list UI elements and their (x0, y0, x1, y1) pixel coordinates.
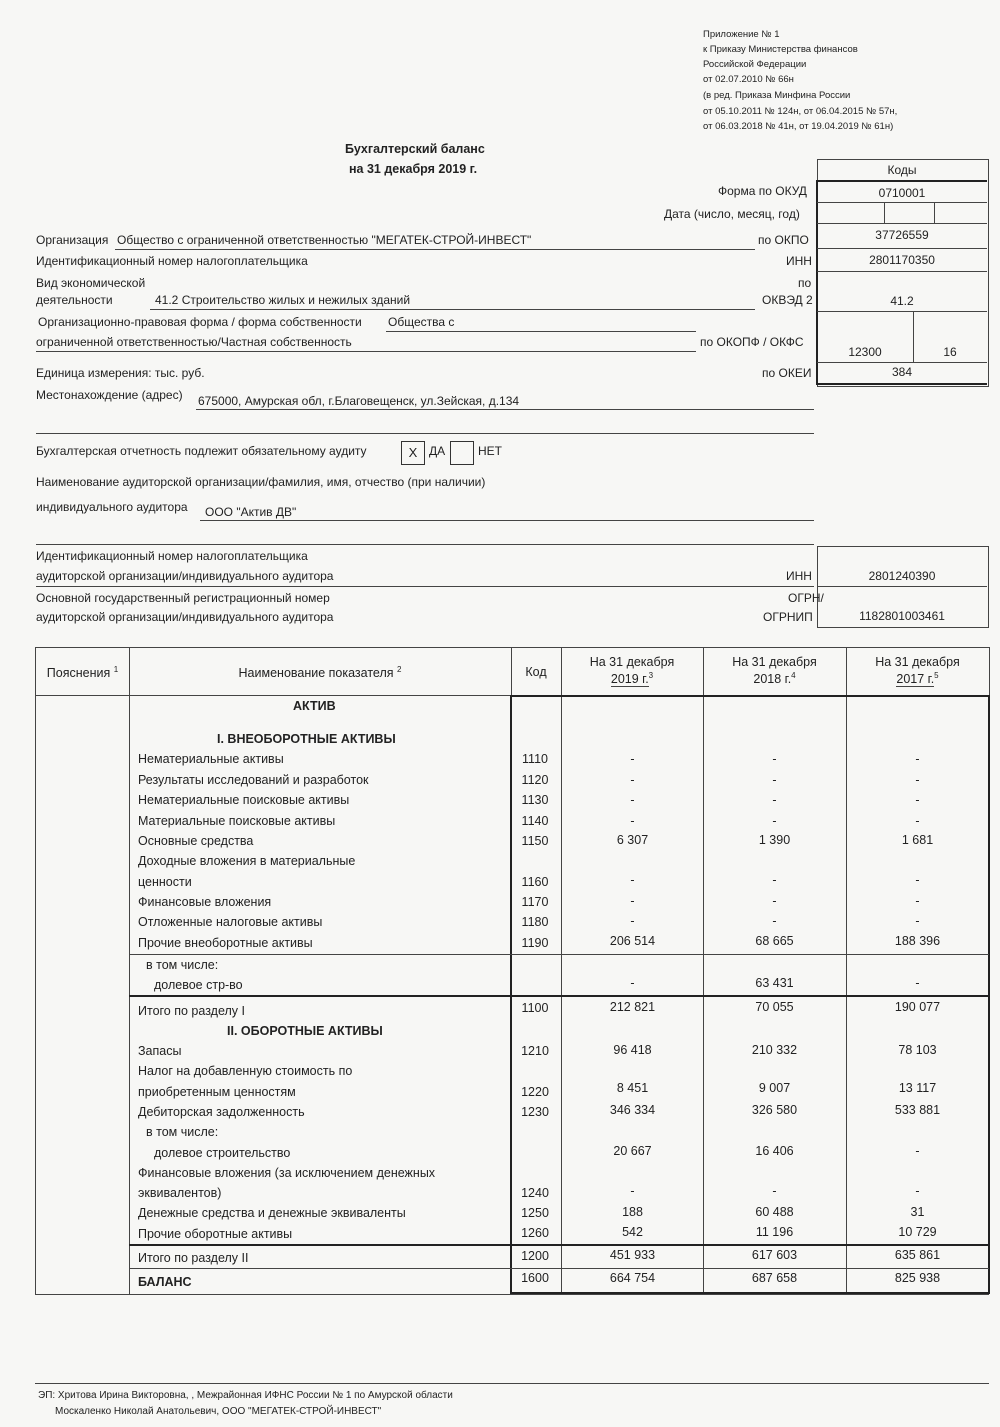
col-header-name: Наименование показателя $^2$ (238, 665, 402, 681)
row-value-2018: 326 580 (751, 1103, 798, 1117)
row-value-2017: 78 103 (898, 1043, 937, 1057)
appendix-line: Российской Федерации (703, 59, 807, 70)
row-code: 1230 (521, 1105, 549, 1119)
unit-label: Единица измерения: тыс. руб. (36, 366, 205, 380)
divider (817, 248, 987, 249)
okfs-value: 16 (943, 345, 957, 359)
row-name: Итого по разделу I (138, 1004, 245, 1018)
row-value-2017: - (915, 752, 920, 766)
row-code: 1180 (521, 915, 549, 929)
row-value-2018: 617 603 (751, 1248, 798, 1262)
section-aktiv: АКТИВ (293, 699, 336, 713)
okei-label: по ОКЕИ (762, 366, 812, 380)
row-value-2017: 635 861 (894, 1248, 941, 1262)
codes-box-border (816, 180, 987, 182)
col-header-2019: На 31 декабря 2019 г.$^3$ (589, 655, 675, 687)
activity-label: деятельности (36, 293, 113, 307)
divider (817, 202, 987, 203)
appendix-line: от 06.03.2018 № 41н, от 19.04.2019 № 61н) (703, 121, 894, 132)
row-value-2017: 190 077 (894, 1000, 941, 1014)
okved-value: 41.2 (890, 294, 914, 308)
okopf-value: 12300 (848, 345, 882, 359)
activity-label: Вид экономической (36, 276, 146, 290)
row-value-2018: 63 431 (755, 976, 794, 990)
section-1: I. ВНЕОБОРОТНЫЕ АКТИВЫ (217, 732, 396, 746)
row-value-2018: 1 390 (758, 833, 791, 847)
row-value-2017: - (915, 976, 920, 990)
auditor-ogrn-label: аудиторской организации/индивидуального аудитора (36, 610, 334, 624)
row-name-cont: эквивалентов) (138, 1186, 222, 1200)
row-name: Основные средства (138, 834, 254, 848)
underline (36, 351, 696, 352)
okud-value: 0710001 (878, 186, 926, 200)
divider (817, 586, 987, 587)
row-value-2019: - (630, 976, 635, 990)
audit-no-checkbox[interactable] (450, 441, 474, 465)
audit-yes-checkbox[interactable]: X (401, 441, 425, 465)
row-code: 1130 (521, 793, 549, 807)
audit-no-label: НЕТ (478, 444, 502, 458)
divider (934, 202, 935, 223)
table-border (35, 1294, 989, 1295)
row-code: 1140 (521, 814, 549, 828)
divider (884, 202, 885, 223)
row-code: 1210 (521, 1044, 549, 1058)
row-value-2017: 533 881 (894, 1103, 941, 1117)
row-name: Материальные поисковые активы (138, 814, 336, 828)
row-name: Прочие оборотные активы (138, 1227, 293, 1241)
table-border (510, 1292, 990, 1294)
row-value-2019: - (630, 752, 635, 766)
auditor-ogrn-value: 1182801003461 (859, 609, 945, 623)
appendix-line: (в ред. Приказа Минфина России (703, 90, 851, 101)
row-value-2018: 70 055 (755, 1000, 794, 1014)
row-value-2017: - (915, 894, 920, 908)
underline (115, 249, 755, 250)
row-value-2017: 188 396 (894, 934, 941, 948)
row-value-2018: 16 406 (755, 1144, 794, 1158)
row-value-2018: - (772, 773, 777, 787)
row-code: 1100 (521, 1001, 549, 1015)
row-name: Денежные средства и денежные эквиваленты (138, 1206, 406, 1220)
row-value-2018: - (772, 1184, 777, 1198)
row-value-2019: - (630, 914, 635, 928)
row-value-2019: 20 667 (613, 1144, 652, 1158)
row-divider (129, 1268, 989, 1269)
row-name: БАЛАНС (138, 1275, 192, 1289)
auditor-label: индивидуального аудитора (36, 500, 188, 514)
row-value-2017: - (915, 814, 920, 828)
footer-signature-line: Москаленко Николай Анатольевич, ООО "МЕГАТЕК-СТРОЙ-ИНВЕСТ" (55, 1406, 382, 1417)
row-code: 1190 (521, 936, 549, 950)
divider (817, 271, 987, 272)
underline (36, 433, 814, 434)
row-name: Доходные вложения в материальные (138, 854, 356, 868)
row-name: Прочие внеоборотные активы (138, 936, 313, 950)
auditor-ogrn-code-label: ОГРНИП (763, 610, 813, 624)
section-2: II. ОБОРОТНЫЕ АКТИВЫ (227, 1024, 383, 1038)
divider (817, 223, 987, 224)
table-border (129, 647, 130, 1294)
row-value-2019: 8 451 (616, 1081, 649, 1095)
row-code: 1150 (521, 834, 549, 848)
row-code: 1110 (522, 752, 548, 766)
form-label: Организационно-правовая форма / форма собственности (38, 315, 362, 329)
row-value-2019: 664 754 (609, 1271, 656, 1285)
form-value: Общества с (388, 315, 455, 329)
codes-box-border (816, 383, 987, 385)
row-value-2019: 6 307 (616, 833, 649, 847)
row-name: Отложенные налоговые активы (138, 915, 323, 929)
row-value-2019: - (630, 773, 635, 787)
table-border (35, 647, 36, 1294)
row-value-2018: 210 332 (751, 1043, 798, 1057)
row-value-2019: - (630, 1184, 635, 1198)
okpo-label: по ОКПО (758, 233, 809, 247)
row-value-2019: - (630, 814, 635, 828)
row-value-2019: 451 933 (609, 1248, 656, 1262)
address-value: 675000, Амурская обл, г.Благовещенск, ул.Зейская, д.134 (198, 394, 520, 408)
row-value-2019: 96 418 (613, 1043, 652, 1057)
col-header-2017: На 31 декабря 2017 г.$^5$ (875, 655, 960, 687)
form-value: ограниченной ответственностью/Частная собственность (36, 335, 352, 349)
inn-value: 2801170350 (869, 253, 935, 267)
table-border (510, 695, 990, 697)
underline (196, 409, 814, 410)
row-name: Налог на добавленную стоимость по (138, 1064, 353, 1078)
auditor-inn-label: Идентификационный номер налогоплательщика (36, 549, 308, 563)
row-code: 1600 (521, 1271, 549, 1285)
col-header-2018: На 31 декабря 2018 г.$^4$ (732, 655, 817, 687)
row-code: 1240 (521, 1186, 549, 1200)
row-name: Дебиторская задолженность (138, 1105, 305, 1119)
row-value-2017: - (915, 873, 920, 887)
appendix-line: от 02.07.2010 № 66н (703, 74, 794, 85)
row-value-2019: 346 334 (609, 1103, 656, 1117)
row-code: 1250 (521, 1206, 549, 1220)
auditor-ogrn-label: Основной государственный регистрационный номер (36, 591, 330, 605)
row-value-2018: 68 665 (755, 934, 794, 948)
underline (200, 520, 814, 521)
row-value-2017: - (915, 793, 920, 807)
row-name-cont: приобретенным ценностям (138, 1085, 296, 1099)
row-value-2019: 542 (622, 1225, 643, 1239)
row-code: 1120 (521, 773, 549, 787)
row-name-cont: долевое строительство (154, 1146, 291, 1160)
row-name-cont: долевое стр-во (154, 978, 243, 992)
auditor-inn-value: 2801240390 (868, 569, 936, 583)
appendix-line: от 05.10.2011 № 124н, от 06.04.2015 № 57н, (703, 106, 898, 117)
row-value-2018: - (772, 894, 777, 908)
codes-header: Коды (887, 163, 917, 177)
row-name: Финансовые вложения (за исключением денежных (138, 1166, 436, 1180)
row-value-2019: - (630, 894, 635, 908)
row-name: Итого по разделу II (138, 1251, 249, 1265)
row-value-2017: - (915, 1184, 920, 1198)
underline (36, 586, 814, 587)
okpo-value: 37726559 (875, 228, 929, 242)
row-value-2019: - (630, 793, 635, 807)
row-value-2018: - (772, 873, 777, 887)
row-name: в том числе: (146, 958, 219, 972)
inn-field-label: Идентификационный номер налогоплательщика (36, 254, 308, 268)
col-header-code: Код (525, 665, 547, 679)
row-divider (129, 995, 989, 997)
underline (386, 331, 696, 332)
appendix-line: Приложение № 1 (703, 29, 780, 40)
underline (150, 309, 755, 310)
row-value-2017: - (915, 1144, 920, 1158)
divider (817, 311, 987, 312)
row-code: 1160 (521, 875, 549, 889)
okopf-label: по ОКОПФ / ОКФС (700, 335, 804, 349)
row-value-2018: - (772, 752, 777, 766)
audit-yes-label: ДА (429, 444, 446, 458)
row-value-2018: - (772, 914, 777, 928)
row-name: Запасы (138, 1044, 182, 1058)
row-value-2019: 188 (622, 1205, 643, 1219)
auditor-name: ООО "Актив ДВ" (205, 505, 297, 519)
row-value-2017: 13 117 (898, 1081, 937, 1095)
page-title: Бухгалтерский баланс (345, 142, 485, 156)
row-divider (129, 1244, 989, 1246)
inn-label: ИНН (786, 254, 812, 268)
row-code: 1170 (521, 895, 549, 909)
footer-signature-line: ЭП: Хритова Ирина Викторовна, , Межрайонная ИФНС России № 1 по Амурской области (38, 1390, 453, 1401)
row-code: 1260 (521, 1226, 549, 1240)
row-name: Нематериальные активы (138, 752, 284, 766)
okved-label: по (798, 276, 812, 290)
row-value-2018: - (772, 793, 777, 807)
appendix-line: к Приказу Министерства финансов (703, 44, 858, 55)
underline (36, 544, 814, 545)
okud-label: Форма по ОКУД (718, 184, 807, 198)
org-name: Общество с ограниченной ответственностью "МЕГАТЕК-СТРОЙ-ИНВЕСТ" (117, 233, 532, 247)
row-name-cont: ценности (138, 875, 192, 889)
row-value-2017: 1 681 (901, 833, 934, 847)
footer-divider (35, 1383, 989, 1384)
row-value-2019: 206 514 (609, 934, 656, 948)
row-value-2018: 9 007 (758, 1081, 791, 1095)
row-name: Результаты исследований и разработок (138, 773, 369, 787)
row-value-2017: - (915, 773, 920, 787)
row-value-2017: 10 729 (898, 1225, 937, 1239)
row-value-2019: 212 821 (609, 1000, 656, 1014)
row-code: 1200 (521, 1249, 549, 1263)
row-divider (129, 954, 989, 955)
row-value-2017: - (915, 914, 920, 928)
col-header-notes: Пояснения $^1$ (46, 665, 119, 681)
row-value-2018: 11 196 (755, 1225, 794, 1239)
row-value-2017: 825 938 (894, 1271, 941, 1285)
auditor-label: Наименование аудиторской организации/фамилия, имя, отчество (при наличии) (36, 475, 486, 489)
divider (817, 362, 987, 363)
activity-value: 41.2 Строительство жилых и нежилых зданий (155, 293, 411, 307)
row-name: Нематериальные поисковые активы (138, 793, 350, 807)
row-value-2018: 60 488 (755, 1205, 794, 1219)
row-name: Финансовые вложения (138, 895, 272, 909)
auditor-inn-code-label: ИНН (786, 569, 812, 583)
row-value-2019: - (630, 873, 635, 887)
page-subtitle: на 31 декабря 2019 г. (349, 162, 478, 176)
org-label: Организация (36, 233, 109, 247)
row-name: в том числе: (146, 1125, 219, 1139)
audit-label: Бухгалтерская отчетность подлежит обязательному аудиту (36, 444, 367, 458)
row-code: 1220 (521, 1085, 549, 1099)
okei-value: 384 (891, 365, 913, 379)
address-label: Местонахождение (адрес) (36, 388, 183, 402)
okved-label: ОКВЭД 2 (762, 293, 813, 307)
row-value-2017: 31 (910, 1205, 925, 1219)
auditor-inn-label: аудиторской организации/индивидуального аудитора (36, 569, 334, 583)
auditor-ogrn-code-label: ОГРН/ (788, 591, 824, 605)
row-value-2018: 687 658 (751, 1271, 798, 1285)
row-value-2018: - (772, 814, 777, 828)
date-label: Дата (число, месяц, год) (664, 207, 800, 221)
